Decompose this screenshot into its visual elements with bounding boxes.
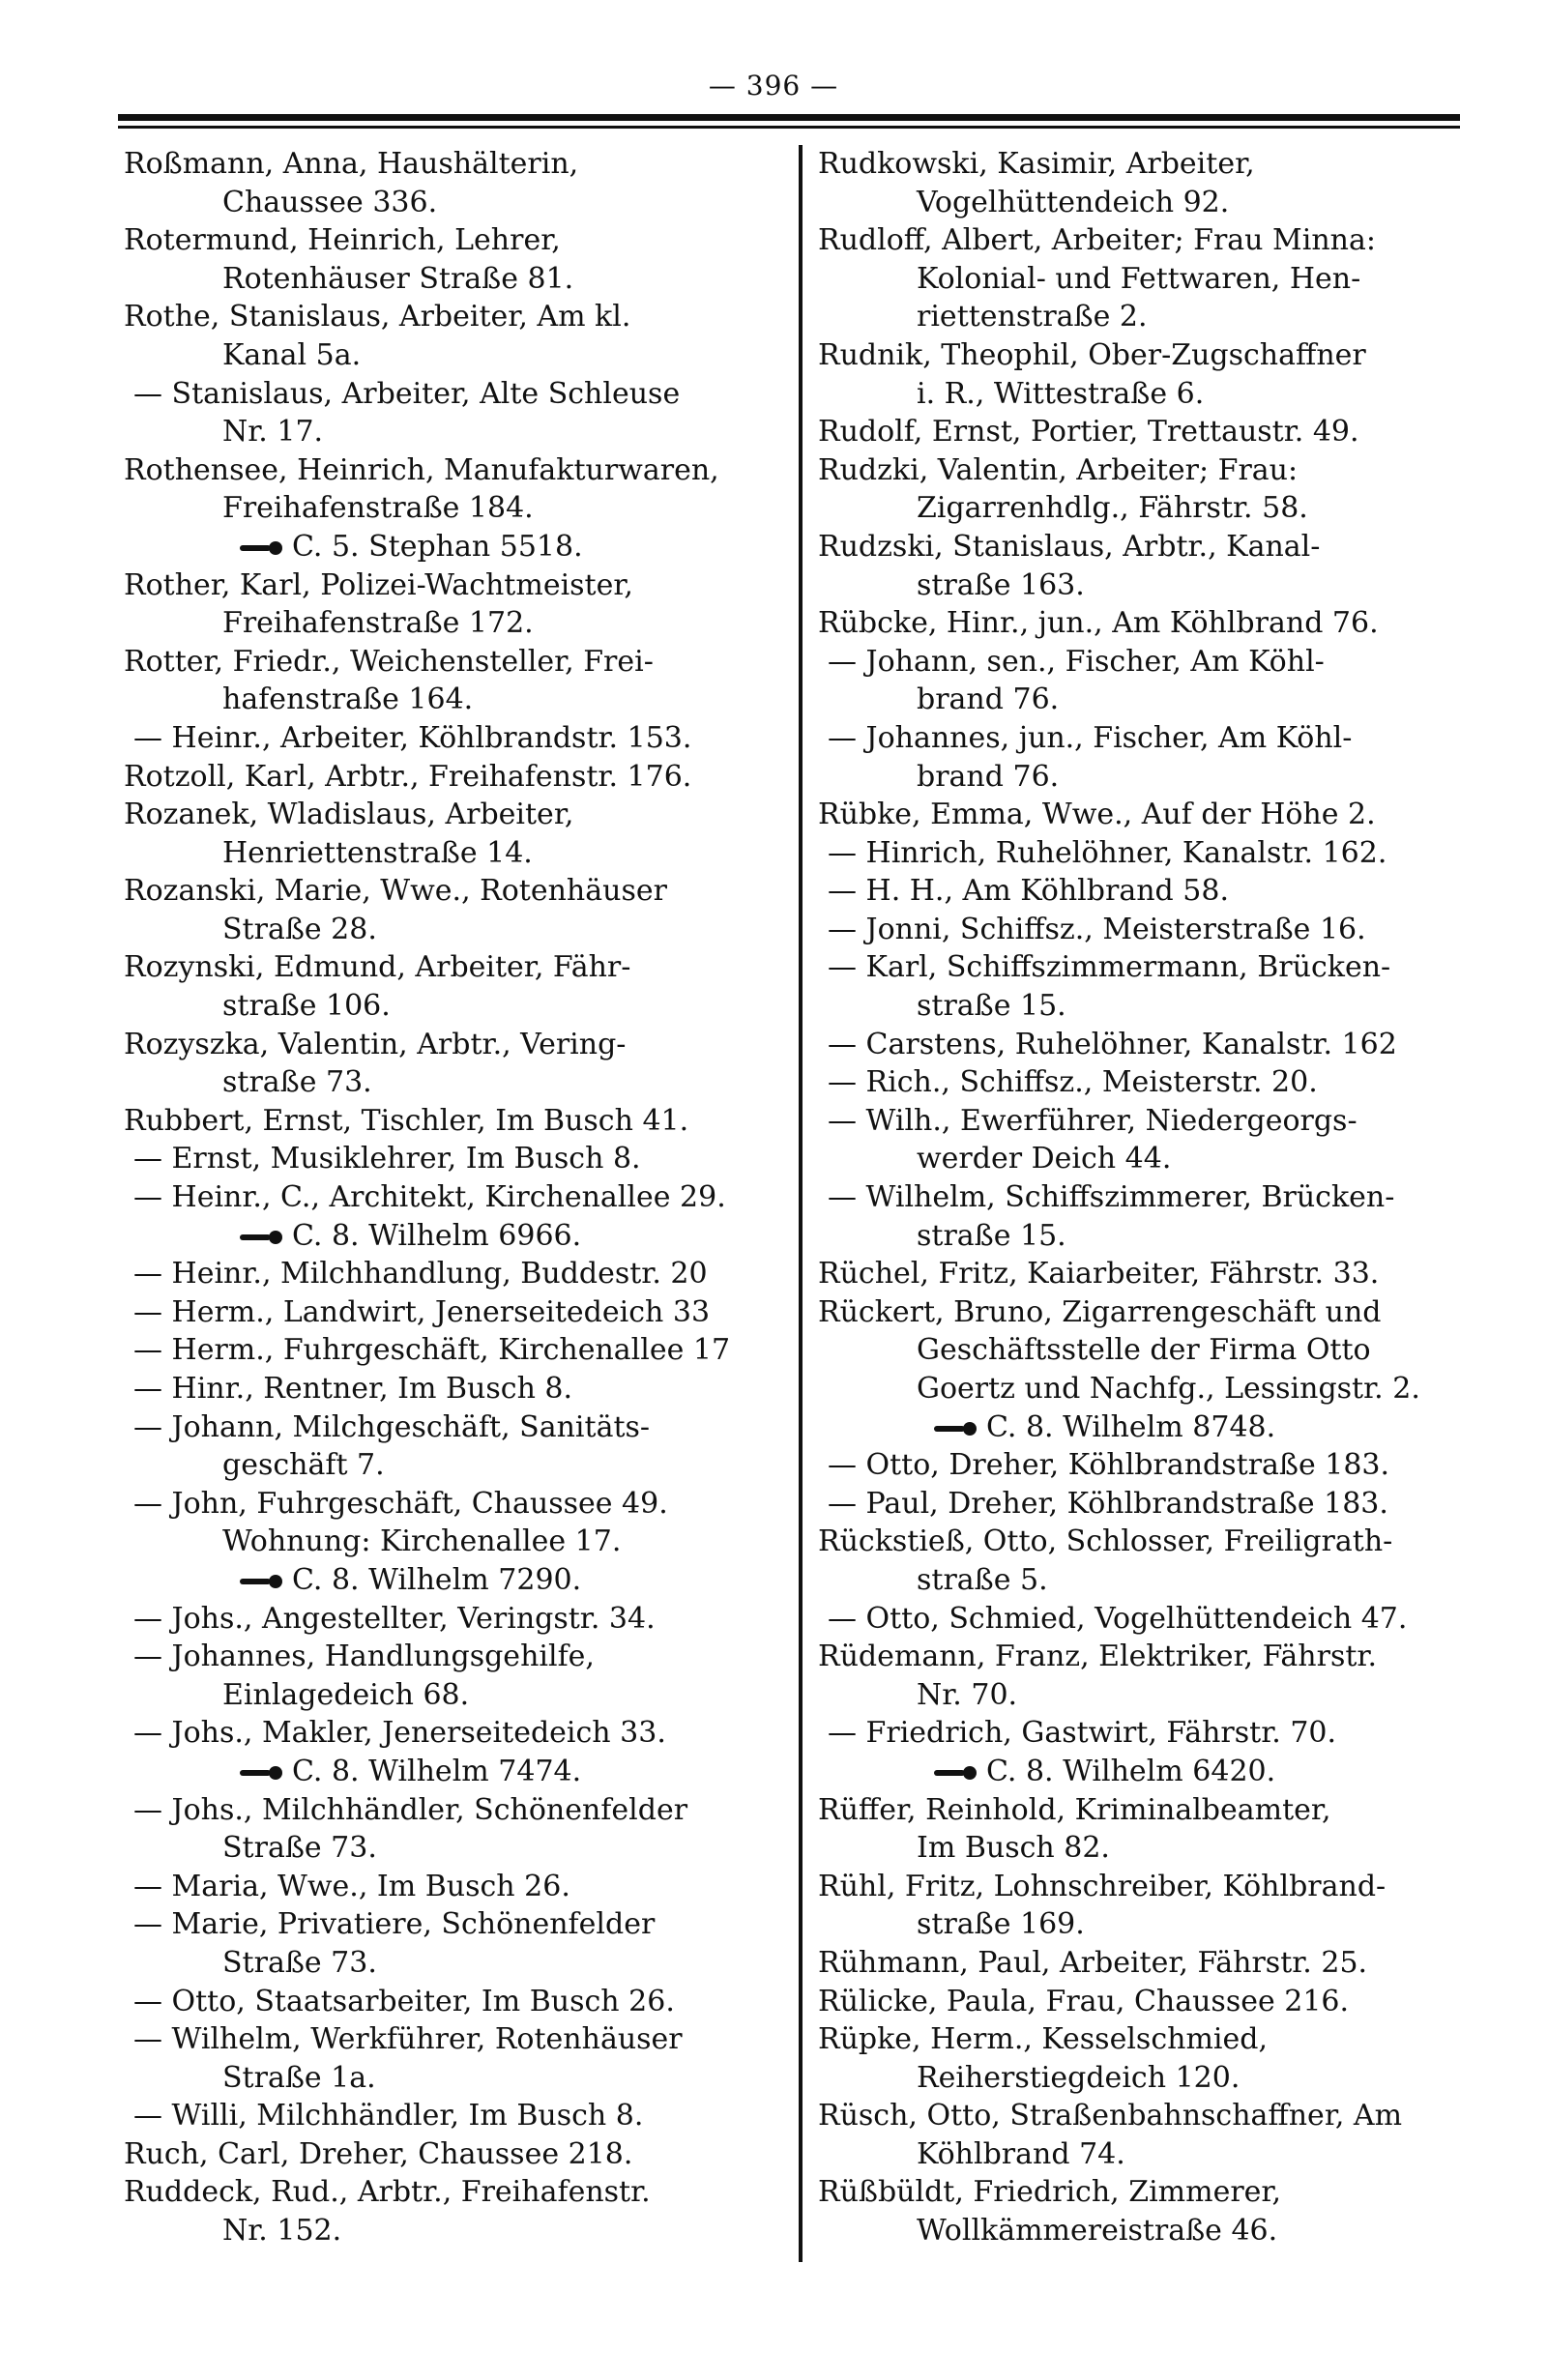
entry-text: — Ernst, Musiklehrer, Im Busch 8.: [133, 1142, 641, 1176]
entry-text: brand 76.: [917, 759, 1060, 794]
entry-continuation: [124, 681, 801, 719]
directory-entry: [124, 2097, 801, 2135]
entry-continuation: [818, 1217, 1495, 1256]
directory-entry: [818, 1983, 1495, 2021]
directory-entry: [124, 1485, 801, 1524]
entry-text: — Otto, Staatsarbeiter, Im Busch 26.: [133, 1984, 675, 2018]
entry-text: Rudolf, Ernst, Portier, Trettaustr. 49.: [818, 415, 1359, 450]
entry-text: — Maria, Wwe., Im Busch 26.: [133, 1869, 570, 1903]
entry-text: Ruddeck, Rud., Arbtr., Freihafenstr.: [124, 2175, 651, 2210]
entry-text: Reiherstiegdeich 120.: [917, 2060, 1241, 2095]
entry-continuation: [818, 298, 1495, 336]
directory-entry: [124, 1370, 801, 1408]
entry-continuation: [818, 1140, 1495, 1178]
directory-entry: [818, 413, 1495, 451]
directory-entry: [124, 796, 801, 834]
directory-entry: [818, 1102, 1495, 1141]
entry-text: Im Busch 82.: [917, 1831, 1110, 1866]
entry-text: — Willi, Milchhändler, Im Busch 8.: [133, 2099, 644, 2133]
entry-text: Rudkowski, Kasimir, Arbeiter,: [818, 147, 1255, 181]
entry-continuation: [124, 2059, 801, 2098]
entry-text: C. 5. Stephan 5518.: [292, 529, 583, 564]
entry-text: — John, Fuhrgeschäft, Chaussee 49.: [133, 1486, 668, 1521]
entry-text: Rozanek, Wladislaus, Arbeiter,: [124, 798, 574, 832]
entry-text: — Wilhelm, Schiffszimmerer, Brücken-: [828, 1180, 1395, 1215]
directory-entry: [124, 758, 801, 797]
telephone-line: [124, 1753, 801, 1791]
directory-entry: [124, 451, 801, 490]
directory-entry: [818, 1600, 1495, 1639]
directory-entry: [818, 1026, 1495, 1064]
directory-entry: [124, 1331, 801, 1370]
entry-text: — Otto, Dreher, Köhlbrandstraße 183.: [828, 1448, 1390, 1483]
directory-entry: [818, 1255, 1495, 1293]
entry-text: Vogelhüttendeich 92.: [917, 185, 1230, 219]
directory-entry: [818, 2173, 1495, 2212]
entry-text: Goertz und Nachfg., Lessingstr. 2.: [917, 1372, 1420, 1406]
entry-text: i. R., Wittestraße 6.: [917, 376, 1205, 411]
left-column: [124, 145, 801, 2250]
header-rule-thick: [118, 114, 1460, 121]
header-rule-thin: [118, 126, 1460, 129]
directory-entry: [124, 2173, 801, 2212]
directory-entry: [818, 336, 1495, 375]
directory-entry: [124, 872, 801, 911]
directory-entry: [124, 298, 801, 336]
entry-text: C. 8. Wilhelm 6420.: [986, 1754, 1276, 1788]
entry-text: — Wilh., Ewerführer, Niedergeorgs-: [828, 1103, 1357, 1138]
entry-continuation: [818, 2059, 1495, 2098]
entry-text: straße 169.: [917, 1907, 1085, 1942]
entry-text: — Heinr., C., Architekt, Kirchenallee 29.: [133, 1180, 726, 1215]
entry-text: Rudnik, Theophil, Ober-Zugschaffner: [818, 337, 1366, 372]
entry-text: straße 5.: [917, 1562, 1048, 1597]
directory-entry: [818, 1714, 1495, 1753]
entry-text: — Otto, Schmied, Vogelhüttendeich 47.: [828, 1601, 1408, 1636]
entry-text: Freihafenstraße 172.: [222, 606, 534, 641]
entry-text: Rotermund, Heinrich, Lehrer,: [124, 223, 561, 258]
telephone-icon: [934, 1766, 977, 1780]
directory-entry: [818, 221, 1495, 260]
entry-continuation: [818, 1331, 1495, 1370]
entry-text: Rüdemann, Franz, Elektriker, Fährstr.: [818, 1640, 1377, 1674]
entry-text: Straße 73.: [222, 1945, 377, 1980]
entry-continuation: [124, 911, 801, 949]
entry-continuation: [818, 184, 1495, 222]
entry-continuation: [124, 987, 801, 1026]
directory-entry: [124, 566, 801, 605]
directory-entry: [124, 1600, 801, 1639]
directory-entry: [818, 1638, 1495, 1676]
telephone-line: [818, 1753, 1495, 1791]
entry-continuation: [124, 1944, 801, 1983]
entry-continuation: [818, 1676, 1495, 1715]
directory-entry: [818, 1791, 1495, 1830]
directory-entry: [124, 2020, 801, 2059]
entry-continuation: [124, 1523, 801, 1561]
entry-text: Rubbert, Ernst, Tischler, Im Busch 41.: [124, 1103, 689, 1138]
entry-text: — Friedrich, Gastwirt, Fährstr. 70.: [828, 1716, 1337, 1751]
entry-text: Rübke, Emma, Wwe., Auf der Höhe 2.: [818, 798, 1376, 832]
entry-text: Rüßbüldt, Friedrich, Zimmerer,: [818, 2175, 1282, 2210]
entry-text: Rotenhäuser Straße 81.: [222, 261, 574, 296]
telephone-icon: [934, 1422, 977, 1436]
entry-text: Rühl, Fritz, Lohnschreiber, Köhlbrand-: [818, 1869, 1386, 1903]
entry-continuation: [124, 413, 801, 451]
entry-text: Nr. 17.: [222, 415, 324, 450]
entry-continuation: [124, 1676, 801, 1715]
entry-text: — Hinr., Rentner, Im Busch 8.: [133, 1372, 573, 1406]
entry-continuation: [818, 758, 1495, 797]
entry-continuation: [124, 260, 801, 299]
entry-text: — Johann, sen., Fischer, Am Köhl-: [828, 644, 1325, 679]
entry-continuation: [124, 1446, 801, 1485]
directory-entry: [818, 643, 1495, 682]
entry-text: — Herm., Landwirt, Jenerseitedeich 33: [133, 1294, 711, 1329]
entry-text: Rotzoll, Karl, Arbtr., Freihafenstr. 176.: [124, 759, 692, 794]
telephone-icon: [240, 541, 282, 555]
entry-text: Geschäftsstelle der Firma Otto: [917, 1333, 1371, 1368]
entry-text: Straße 28.: [222, 912, 377, 946]
entry-continuation: [124, 604, 801, 643]
entry-text: Wohnung: Kirchenallee 17.: [222, 1524, 622, 1559]
entry-text: Rüffer, Reinhold, Kriminalbeamter,: [818, 1792, 1331, 1827]
entry-text: — Johannes, jun., Fischer, Am Köhl-: [828, 720, 1353, 755]
directory-entry: [124, 643, 801, 682]
entry-text: hafenstraße 164.: [222, 682, 474, 717]
entry-continuation: [818, 2212, 1495, 2250]
entry-text: straße 15.: [917, 1218, 1066, 1253]
entry-continuation: [124, 1829, 801, 1868]
entry-text: Rudloff, Albert, Arbeiter; Frau Minna:: [818, 223, 1376, 258]
directory-entry: [124, 1905, 801, 1944]
directory-entry: [818, 911, 1495, 949]
entry-text: Rotter, Friedr., Weichensteller, Frei-: [124, 644, 654, 679]
directory-entry: [124, 1255, 801, 1293]
entry-text: — Karl, Schiffszimmermann, Brücken-: [828, 950, 1391, 985]
entry-text: — Wilhelm, Werkführer, Rotenhäuser: [133, 2022, 683, 2057]
entry-continuation: [124, 184, 801, 222]
entry-text: Zigarrenhdlg., Fährstr. 58.: [917, 491, 1308, 526]
entry-text: Rückstieß, Otto, Schlosser, Freiligrath-: [818, 1524, 1393, 1559]
directory-entry: [818, 451, 1495, 490]
entry-continuation: [818, 1829, 1495, 1868]
entry-text: — Hinrich, Ruhelöhner, Kanalstr. 162.: [828, 835, 1387, 870]
entry-text: — Rich., Schiffsz., Meisterstr. 20.: [828, 1065, 1318, 1100]
entry-text: Rozanski, Marie, Wwe., Rotenhäuser: [124, 874, 667, 909]
entry-continuation: [818, 566, 1495, 605]
entry-text: — Stanislaus, Arbeiter, Alte Schleuse: [133, 376, 681, 411]
entry-text: straße 73.: [222, 1065, 372, 1100]
entry-text: Rüpke, Herm., Kesselschmied,: [818, 2022, 1268, 2057]
entry-text: Köhlbrand 74.: [917, 2136, 1125, 2171]
entry-text: werder Deich 44.: [917, 1142, 1172, 1176]
entry-text: straße 163.: [917, 567, 1085, 602]
entry-text: Rudzki, Valentin, Arbeiter; Frau:: [818, 452, 1299, 487]
entry-text: Rülicke, Paula, Frau, Chaussee 216.: [818, 1984, 1350, 2018]
entry-continuation: [124, 2212, 801, 2250]
entry-text: Nr. 70.: [917, 1677, 1018, 1712]
entry-continuation: [818, 1370, 1495, 1408]
telephone-line: [124, 1217, 801, 1256]
directory-entry: [818, 1523, 1495, 1561]
directory-entry: [818, 1293, 1495, 1332]
entry-text: — Johann, Milchgeschäft, Sanitäts-: [133, 1409, 651, 1444]
entry-text: C. 8. Wilhelm 7474.: [292, 1754, 582, 1788]
entry-text: — Herm., Fuhrgeschäft, Kirchenallee 17: [133, 1333, 731, 1368]
entry-text: — Paul, Dreher, Köhlbrandstraße 183.: [828, 1486, 1388, 1521]
directory-entry: [124, 1983, 801, 2021]
entry-continuation: [818, 1561, 1495, 1600]
entry-text: — Marie, Privatiere, Schönenfelder: [133, 1907, 656, 1942]
entry-text: Wollkämmereistraße 46.: [917, 2214, 1278, 2249]
entry-continuation: [818, 681, 1495, 719]
directory-entry: [124, 375, 801, 414]
entry-text: — Johs., Milchhändler, Schönenfelder: [133, 1792, 688, 1827]
directory-entry: [124, 145, 801, 184]
directory-entry: [818, 2097, 1495, 2135]
entry-text: Rudzski, Stanislaus, Arbtr., Kanal-: [818, 529, 1321, 564]
entry-text: Straße 73.: [222, 1831, 377, 1866]
entry-text: Straße 1a.: [222, 2060, 376, 2095]
telephone-line: [124, 1561, 801, 1600]
entry-text: C. 8. Wilhelm 6966.: [292, 1218, 582, 1253]
telephone-line: [124, 528, 801, 566]
entry-text: straße 15.: [917, 989, 1066, 1024]
directory-entry: [818, 2020, 1495, 2059]
directory-entry: [124, 1140, 801, 1178]
entry-text: Ruch, Carl, Dreher, Chaussee 218.: [124, 2136, 633, 2171]
telephone-icon: [240, 1575, 282, 1588]
entry-text: Rückert, Bruno, Zigarrengeschäft und: [818, 1294, 1382, 1329]
right-column: [818, 145, 1495, 2250]
entry-text: brand 76.: [917, 682, 1060, 717]
directory-entry: [818, 948, 1495, 987]
entry-text: Rübcke, Hinr., jun., Am Köhlbrand 76.: [818, 606, 1379, 641]
directory-entry: [818, 1063, 1495, 1102]
entry-text: straße 106.: [222, 989, 391, 1024]
directory-entry: [124, 1026, 801, 1064]
directory-entry: [818, 1446, 1495, 1485]
entry-continuation: [124, 834, 801, 873]
directory-entry: [124, 1714, 801, 1753]
entry-text: C. 8. Wilhelm 7290.: [292, 1562, 582, 1597]
entry-text: — Heinr., Arbeiter, Köhlbrandstr. 153.: [133, 720, 692, 755]
entry-continuation: [818, 489, 1495, 528]
entry-text: Rothensee, Heinrich, Manufakturwaren,: [124, 452, 719, 487]
entry-text: C. 8. Wilhelm 8748.: [986, 1409, 1276, 1444]
directory-entry: [124, 1868, 801, 1906]
directory-entry: [124, 1178, 801, 1217]
entry-text: Kolonial- und Fettwaren, Hen-: [917, 261, 1361, 296]
directory-entry: [818, 145, 1495, 184]
entry-text: — Carstens, Ruhelöhner, Kanalstr. 162: [828, 1027, 1397, 1061]
entry-text: Kanal 5a.: [222, 337, 362, 372]
entry-text: — H. H., Am Köhlbrand 58.: [828, 874, 1229, 909]
directory-entry: [124, 1408, 801, 1447]
entry-text: — Johs., Angestellter, Veringstr. 34.: [133, 1601, 656, 1636]
directory-entry: [124, 1791, 801, 1830]
entry-text: Rothe, Stanislaus, Arbeiter, Am kl.: [124, 300, 631, 334]
entry-text: Freihafenstraße 184.: [222, 491, 534, 526]
directory-entry: [124, 221, 801, 260]
telephone-icon: [240, 1231, 282, 1244]
entry-continuation: [124, 489, 801, 528]
directory-entry: [124, 719, 801, 758]
entry-continuation: [818, 260, 1495, 299]
entry-continuation: [124, 1063, 801, 1102]
telephone-icon: [240, 1766, 282, 1780]
entry-text: Henriettenstraße 14.: [222, 835, 533, 870]
entry-text: riettenstraße 2.: [917, 300, 1148, 334]
entry-text: — Jonni, Schiffsz., Meisterstraße 16.: [828, 912, 1366, 946]
entry-text: Rühmann, Paul, Arbeiter, Fährstr. 25.: [818, 1945, 1368, 1980]
entry-text: Chaussee 336.: [222, 185, 438, 219]
page-number: — 396 —: [708, 70, 839, 102]
directory-entry: [818, 719, 1495, 758]
entry-text: Rüchel, Fritz, Kaiarbeiter, Fährstr. 33.: [818, 1257, 1380, 1292]
directory-entry: [818, 604, 1495, 643]
entry-text: — Heinr., Milchhandlung, Buddestr. 20: [133, 1257, 708, 1292]
entry-continuation: [818, 987, 1495, 1026]
entry-continuation: [818, 1905, 1495, 1944]
entry-continuation: [124, 336, 801, 375]
directory-entry: [124, 1293, 801, 1332]
entry-text: Rüsch, Otto, Straßenbahnschaffner, Am: [818, 2099, 1403, 2133]
directory-entry: [818, 796, 1495, 834]
directory-entry: [818, 1868, 1495, 1906]
directory-entry: [818, 528, 1495, 566]
entry-text: — Johannes, Handlungsgehilfe,: [133, 1640, 595, 1674]
entry-text: Nr. 152.: [222, 2214, 342, 2249]
directory-entry: [124, 948, 801, 987]
entry-text: Rozynski, Edmund, Arbeiter, Fähr-: [124, 950, 631, 985]
entry-text: Roßmann, Anna, Haushälterin,: [124, 147, 579, 181]
entry-continuation: [818, 375, 1495, 414]
directory-entry: [818, 872, 1495, 911]
directory-entry: [818, 1485, 1495, 1524]
entry-text: Rozyszka, Valentin, Arbtr., Vering-: [124, 1027, 627, 1061]
directory-entry: [124, 2135, 801, 2174]
directory-entry: [818, 1178, 1495, 1217]
entry-text: — Johs., Makler, Jenerseitedeich 33.: [133, 1716, 666, 1751]
entry-text: geschäft 7.: [222, 1448, 385, 1483]
telephone-line: [818, 1408, 1495, 1447]
entry-text: Rother, Karl, Polizei-Wachtmeister,: [124, 567, 633, 602]
directory-entry: [124, 1638, 801, 1676]
directory-entry: [124, 1102, 801, 1141]
directory-entry: [818, 834, 1495, 873]
directory-entry: [818, 1944, 1495, 1983]
entry-text: Einlagedeich 68.: [222, 1677, 470, 1712]
entry-continuation: [818, 2135, 1495, 2174]
